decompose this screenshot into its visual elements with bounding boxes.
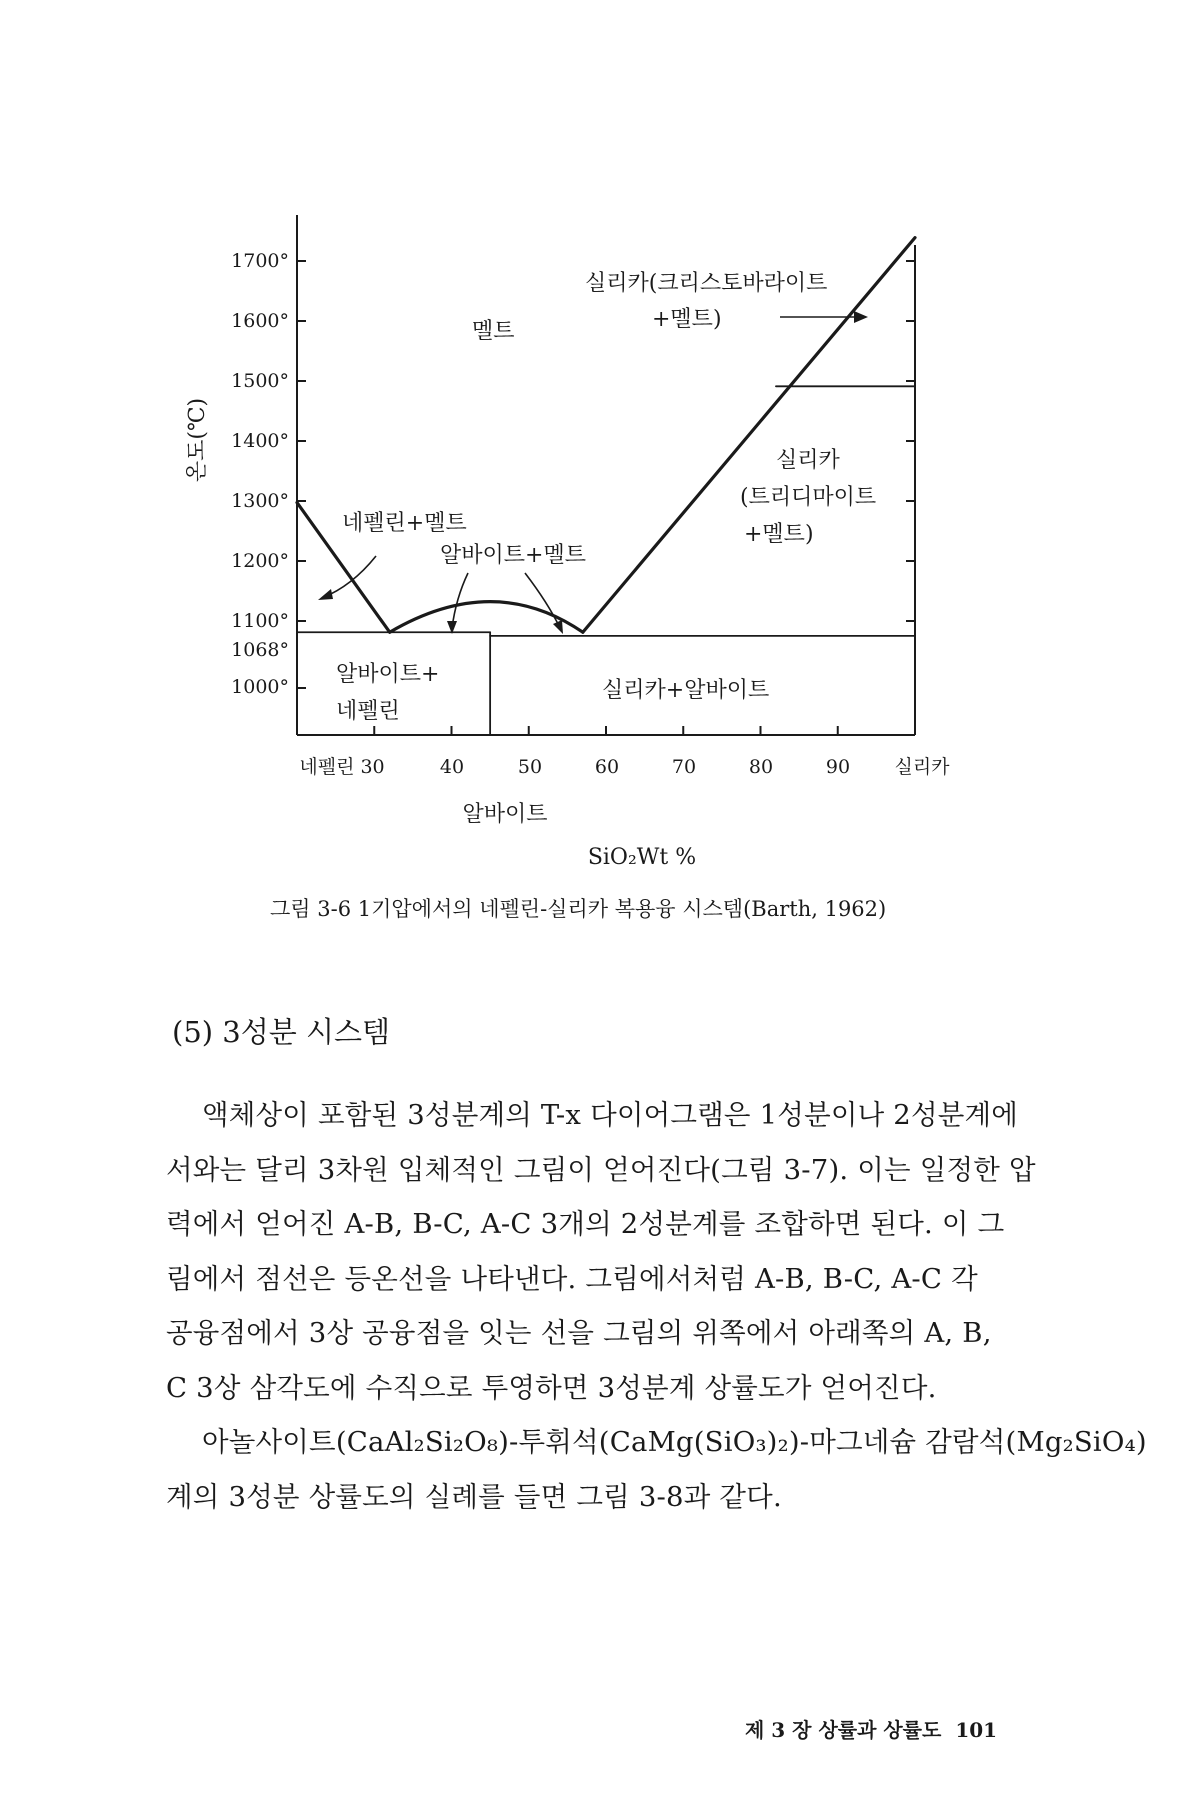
arrow-head — [854, 311, 868, 323]
region-albite-melt: 알바이트+멜트 — [440, 543, 586, 568]
text-line: 액체상이 포함된 3성분계의 T-x 다이어그램은 1성분이나 2성분계에 — [202, 1099, 1019, 1131]
paragraph — [166, 1088, 1056, 1415]
x-axis-label: SiO₂Wt % — [587, 845, 697, 870]
arrow-line — [452, 573, 468, 628]
arrow-head — [318, 589, 333, 600]
region-cristobalite: 실리카(크리스토바라이트 — [585, 271, 828, 296]
page-number: 101 — [955, 1718, 998, 1742]
page-footer — [745, 1714, 997, 1743]
region-silica-albite: 실리카+알바이트 — [602, 678, 770, 703]
region-tridymite: +멜트) — [744, 522, 814, 547]
x-tick-marks — [374, 726, 838, 735]
y-tick-label: 1100° — [231, 610, 289, 632]
x-albite-label: 알바이트 — [462, 802, 548, 827]
section-title: (5) 3성분 시스템 — [172, 1015, 391, 1049]
region-nepheline-melt: 네펠린+멜트 — [342, 511, 467, 536]
paragraph — [166, 1415, 1147, 1524]
y-tick-marks — [297, 261, 915, 688]
text-line: 서와는 달리 3차원 입체적인 그림이 얻어진다(그림 3-7). 이는 일정한 압 — [166, 1153, 1036, 1186]
x-tick-label: 네펠린 30 — [299, 756, 385, 778]
y-axis-label: 온도(℃) — [185, 397, 210, 483]
text-line: 림에서 점선은 등온선을 나타낸다. 그림에서처럼 A-B, B-C, A-C 각 — [166, 1262, 978, 1295]
text-line: 계의 3성분 상률도의 실례를 들면 그림 3-8과 같다. — [166, 1480, 782, 1513]
y-tick-label: 1400° — [231, 430, 289, 452]
figure-caption: 그림 3-6 1기압에서의 네펠린-실리카 복용융 시스템(Barth, 1962) — [270, 897, 887, 921]
y-tick-label: 1200° — [231, 550, 289, 572]
y-tick-label: 1700° — [231, 250, 289, 272]
y-tick-label: 1600° — [231, 310, 289, 332]
text-line: 아놀사이트(CaAl₂Si₂O₈)-투휘석(CaMg(SiO₃)₂)-마그네슘 감람석(Mg₂SiO₄) — [202, 1426, 1147, 1458]
y-tick-label: 1500° — [231, 370, 289, 392]
text-line: 력에서 얻어진 A-B, B-C, A-C 3개의 2성분계를 조합하면 된다. 이 그 — [166, 1208, 1005, 1240]
x-tick-label: 40 — [439, 756, 465, 778]
x-tick-label: 실리카 — [894, 756, 950, 778]
y-tick-label: 1000° — [231, 676, 289, 698]
y-tick-label: 1068° — [231, 639, 289, 661]
x-tick-label: 60 — [594, 756, 620, 778]
y-tick-label: 1300° — [231, 490, 289, 512]
arrow-head — [553, 620, 563, 634]
region-tridymite: (트리디마이트 — [740, 485, 877, 510]
x-tick-label: 80 — [748, 756, 774, 778]
phase-boundary-line — [583, 238, 915, 633]
text-line: 공융점에서 3상 공융점을 잇는 선을 그림의 위쪽에서 아래쪽의 A, B, — [166, 1317, 992, 1349]
x-tick-label: 70 — [671, 756, 697, 778]
x-tick-label: 90 — [825, 756, 851, 778]
region-melt: 멜트 — [472, 319, 515, 344]
region-cristobalite: +멜트) — [652, 307, 722, 332]
text-line: C 3상 삼각도에 수직으로 투영하면 3성분계 상률도가 얻어진다. — [166, 1371, 937, 1404]
arrow-line — [525, 573, 560, 628]
region-albite-nepheline: 알바이트+ — [336, 662, 440, 687]
chapter-title: 제 3 장 상률과 상률도 — [745, 1718, 942, 1742]
x-tick-label: 50 — [517, 756, 543, 778]
phase-diagram — [0, 0, 1200, 880]
region-albite-nepheline: 네펠린 — [336, 699, 400, 724]
region-tridymite: 실리카 — [776, 448, 840, 473]
